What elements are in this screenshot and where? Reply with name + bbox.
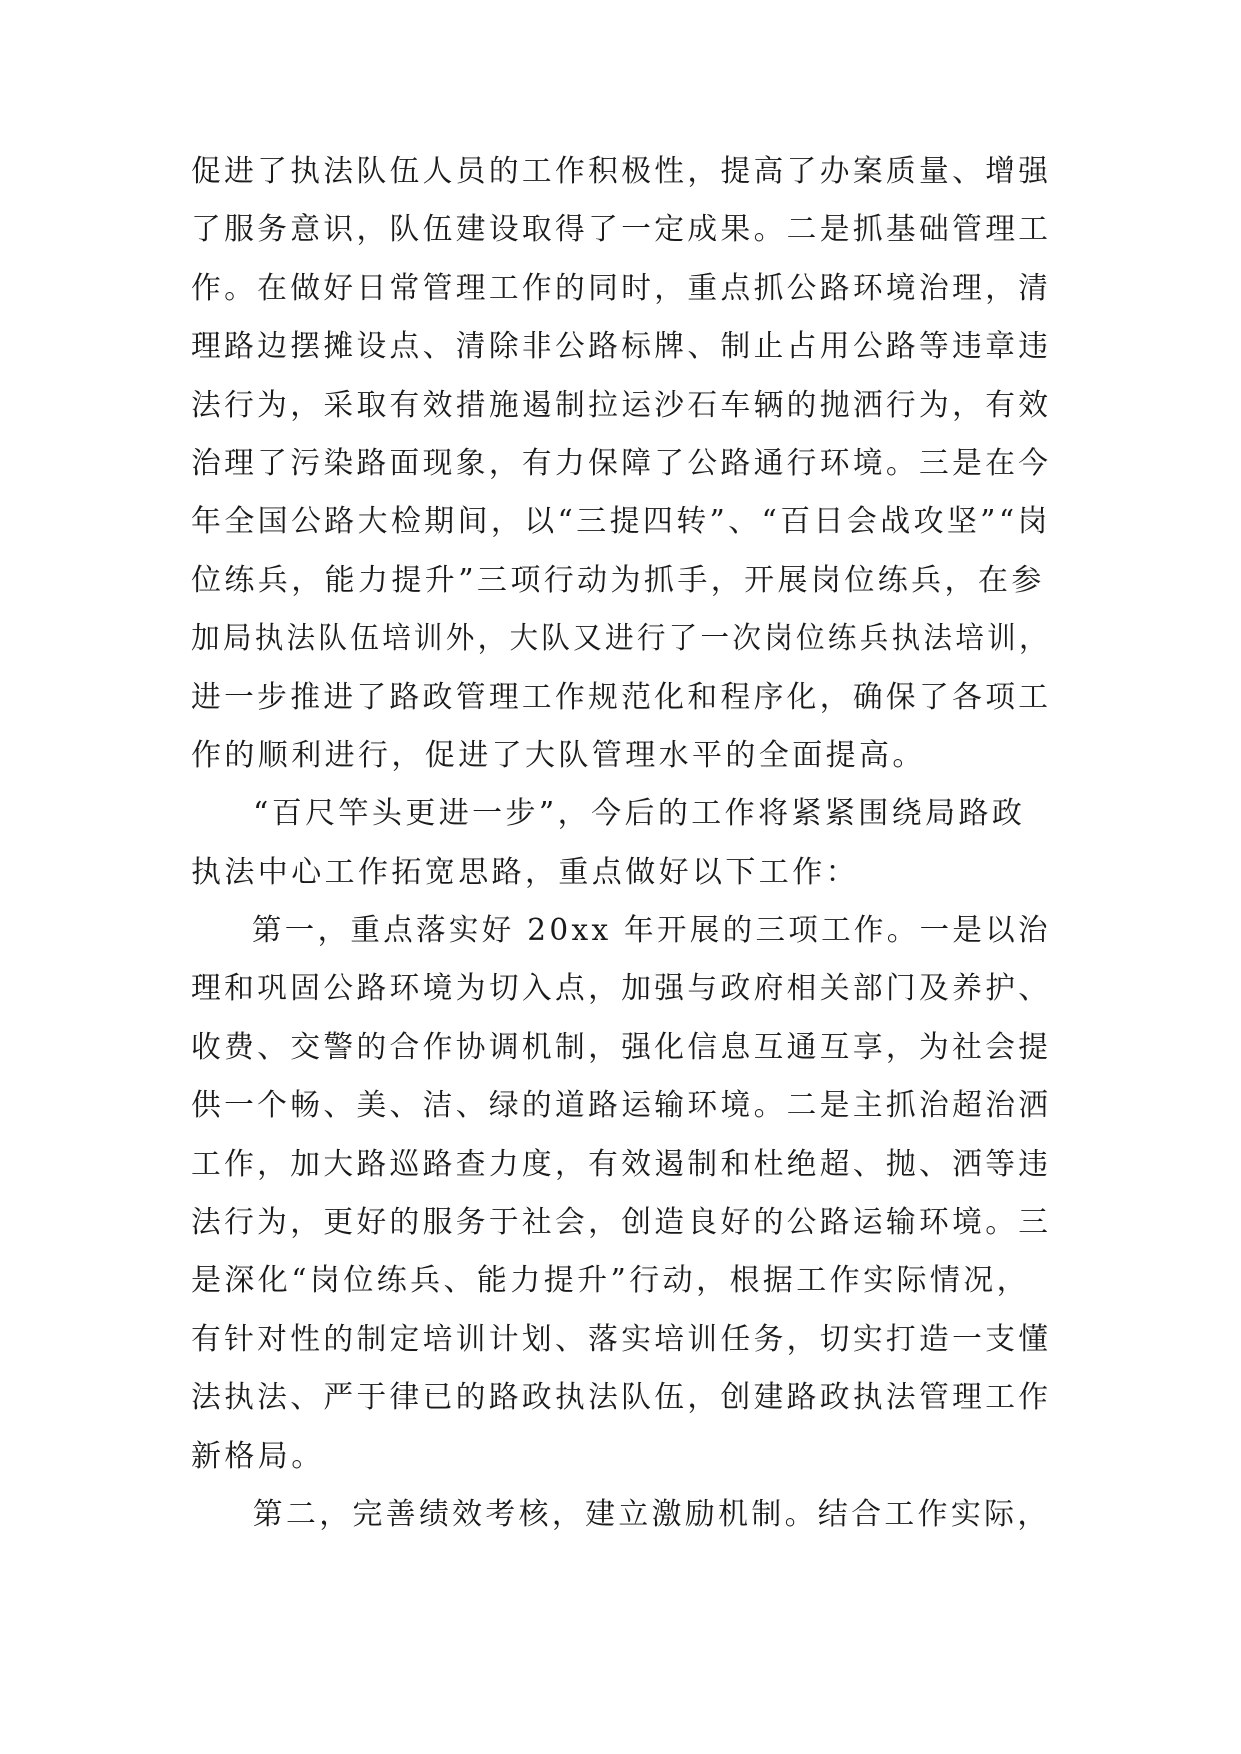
document-body [191,143,1051,1544]
text-line: 有针对性的制定培训计划、落实培训任务，切实打造一支懂 [191,1321,1052,1357]
text-line: “百尺竿头更进一步”，今后的工作将紧紧围绕局路政 [253,796,1026,832]
text-line: 法行为，采取有效措施遏制拉运沙石车辆的抛洒行为，有效 [191,387,1052,423]
text-line: 年全国公路大检期间，以“三提四转”、“百日会战攻坚”“岗 [191,504,1051,540]
text-line: 促进了执法队伍人员的工作积极性，提高了办案质量、增强 [191,154,1052,189]
text-line: 收费、交警的合作协调机制，强化信息互通互享，为社会提 [191,1029,1052,1065]
text-line: 法行为，更好的服务于社会，创造良好的公路运输环境。三 [191,1205,1052,1241]
text-line: 作的顺利进行，促进了大队管理水平的全面提高。 [191,737,926,773]
text-line: 治理了污染路面现象，有力保障了公路通行环境。三是在今 [191,445,1052,481]
text-line: 新格局。 [191,1438,325,1474]
text-line: 理和巩固公路环境为切入点，加强与政府相关部门及养护、 [191,971,1052,1007]
text-line: 第一，重点落实好 20xx 年开展的三项工作。一是以治 [251,913,1051,949]
text-line: 了服务意识，队伍建设取得了一定成果。二是抓基础管理工 [191,212,1052,248]
text-line: 供一个畅、美、洁、绿的道路运输环境。二是主抓治超治洒 [191,1088,1052,1124]
text-line: 理路边摆摊设点、清除非公路标牌、制止占用公路等违章违 [191,329,1052,365]
text-line: 是深化“岗位练兵、能力提升”行动，根据工作实际情况， [191,1263,1031,1299]
text-line: 加局执法队伍培训外，大队又进行了一次岗位练兵执法培训， [191,621,1051,657]
text-line: 法执法、严于律已的路政执法队伍，创建路政执法管理工作 [191,1380,1052,1416]
text-line: 工作，加大路巡路查力度，有效遏制和杜绝超、抛、洒等违 [191,1146,1052,1182]
text-line: 进一步推进了路政管理工作规范化和程序化，确保了各项工 [191,679,1052,715]
text-line: 第二，完善绩效考核，建立激励机制。结合工作实际， [252,1496,1051,1532]
text-line: 位练兵，能力提升”三项行动为抓手，开展岗位练兵，在参 [191,562,1045,598]
text-line: 执法中心工作拓宽思路，重点做好以下工作： [191,854,859,890]
text-line: 作。在做好日常管理工作的同时，重点抓公路环境治理，清 [191,270,1052,306]
